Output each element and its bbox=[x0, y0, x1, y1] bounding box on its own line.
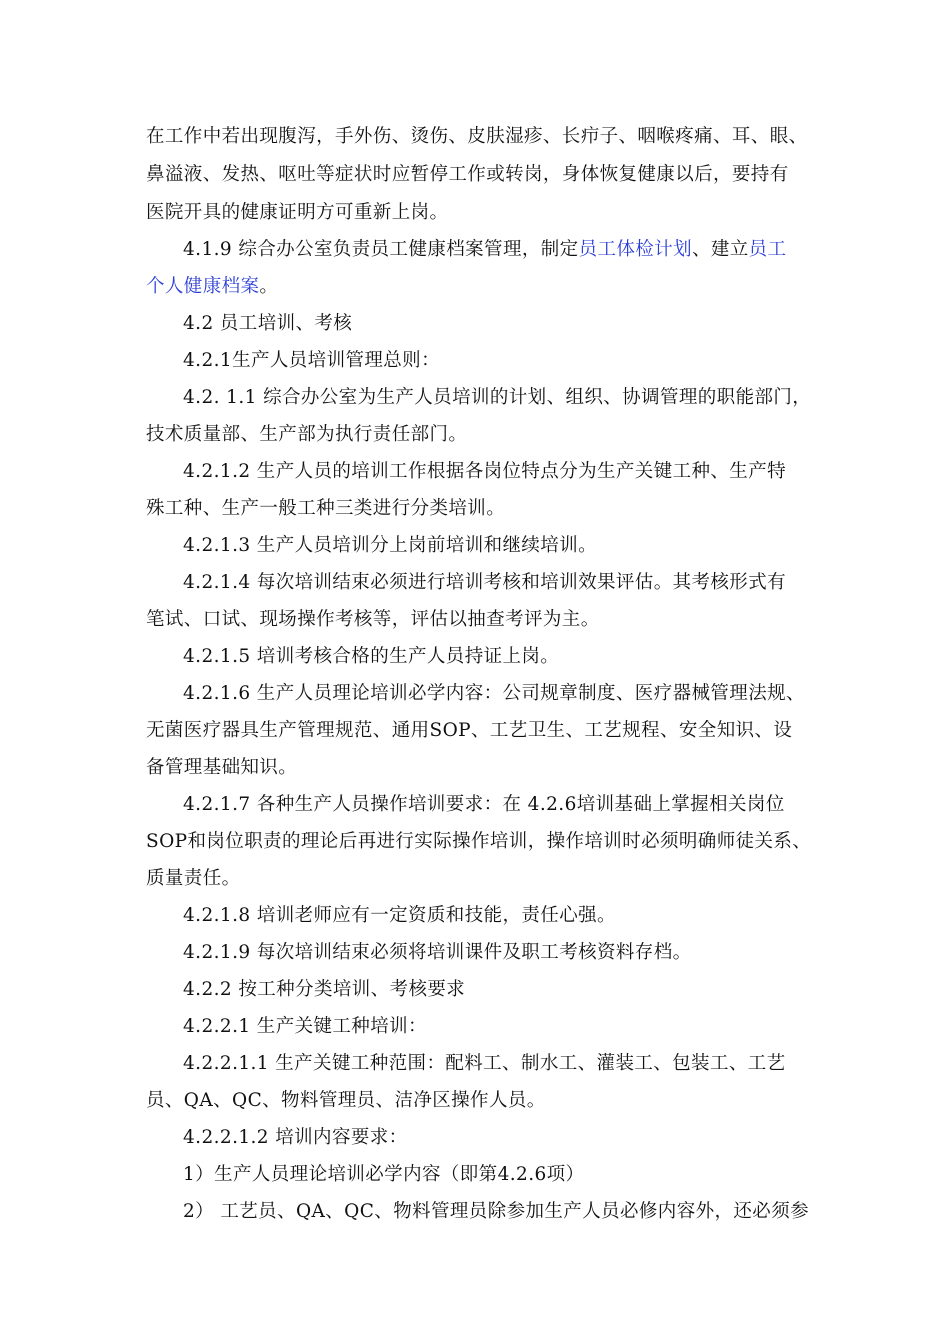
body-text-line: 4.2.1.6 生产人员理论培训必学内容：公司规章制度、医疗器械管理法规、 bbox=[183, 683, 805, 704]
body-text-line: 在工作中若出现腹泻，手外伤、烫伤、皮肤湿疹、长疖子、咽喉疼痛、耳、眼、 bbox=[146, 126, 808, 147]
body-text-line bbox=[146, 275, 278, 299]
health-file-link-part1[interactable]: 员工 bbox=[748, 239, 787, 260]
body-text-line: 员、QA、QC、物料管理员、洁净区操作人员。 bbox=[146, 1090, 546, 1111]
subsection-heading: 4.2.1生产人员培训管理总则： bbox=[183, 350, 440, 371]
list-item: 2） 工艺员、QA、QC、物料管理员除参加生产人员必修内容外，还必须参 bbox=[183, 1201, 810, 1222]
body-text-line: 医院开具的健康证明方可重新上岗。 bbox=[146, 202, 449, 223]
body-text-line: 4.2.1.9 每次培训结束必须将培训课件及职工考核资料存档。 bbox=[183, 942, 692, 963]
health-check-plan-link[interactable]: 员工体检计划 bbox=[578, 239, 692, 260]
body-text-line: 4.2.1.5 培训考核合格的生产人员持证上岗。 bbox=[183, 646, 560, 667]
body-text-line: 4.2.1.2 生产人员的培训工作根据各岗位特点分为生产关键工种、生产特 bbox=[183, 461, 787, 482]
health-file-link-part2[interactable]: 个人健康档案 bbox=[146, 276, 260, 297]
body-text-line: 4.2.2.1.1 生产关键工种范围：配料工、制水工、灌装工、包装工、工艺 bbox=[183, 1053, 786, 1074]
body-text-line: 4.2.1.7 各种生产人员操作培训要求：在 4.2.6培训基础上掌握相关岗位 bbox=[183, 794, 785, 815]
body-text: 。 bbox=[259, 276, 279, 297]
body-text-line: 4.2.1.8 培训老师应有一定资质和技能，责任心强。 bbox=[183, 905, 616, 926]
body-text-line bbox=[183, 238, 786, 262]
subsection-heading: 4.2.2.1 生产关键工种培训： bbox=[183, 1016, 427, 1037]
body-text-line: 鼻溢液、发热、呕吐等症状时应暂停工作或转岗，身体恢复健康以后，要持有 bbox=[146, 164, 789, 185]
body-text-line: 4.2.1.3 生产人员培训分上岗前培训和继续培训。 bbox=[183, 535, 598, 556]
body-text-line: 4.2.2.1.2 培训内容要求： bbox=[183, 1127, 408, 1148]
subsection-heading: 4.2.2 按工种分类培训、考核要求 bbox=[183, 979, 466, 1000]
body-text-line: 4.2. 1.1 综合办公室为生产人员培训的计划、组织、协调管理的职能部门， bbox=[183, 387, 812, 408]
body-text-line: 笔试、口试、现场操作考核等，评估以抽查考评为主。 bbox=[146, 609, 600, 630]
section-heading: 4.2 员工培训、考核 bbox=[183, 313, 353, 334]
body-text: 4.1.9 综合办公室负责员工健康档案管理，制定 bbox=[183, 239, 579, 260]
body-text-line: 无菌医疗器具生产管理规范、通用SOP、工艺卫生、工艺规程、安全知识、设 bbox=[146, 720, 793, 741]
body-text-line: SOP和岗位职责的理论后再进行实际操作培训，操作培训时必须明确师徒关系、 bbox=[146, 831, 812, 852]
body-text-line: 4.2.1.4 每次培训结束必须进行培训考核和培训效果评估。其考核形式有 bbox=[183, 572, 787, 593]
body-text-line: 备管理基础知识。 bbox=[146, 757, 298, 778]
list-item: 1）生产人员理论培训必学内容（即第4.2.6项） bbox=[183, 1164, 585, 1185]
body-text-line: 质量责任。 bbox=[146, 868, 241, 889]
body-text-line: 技术质量部、生产部为执行责任部门。 bbox=[146, 424, 468, 445]
body-text-line: 殊工种、生产一般工种三类进行分类培训。 bbox=[146, 498, 506, 519]
body-text: 、建立 bbox=[691, 239, 749, 260]
